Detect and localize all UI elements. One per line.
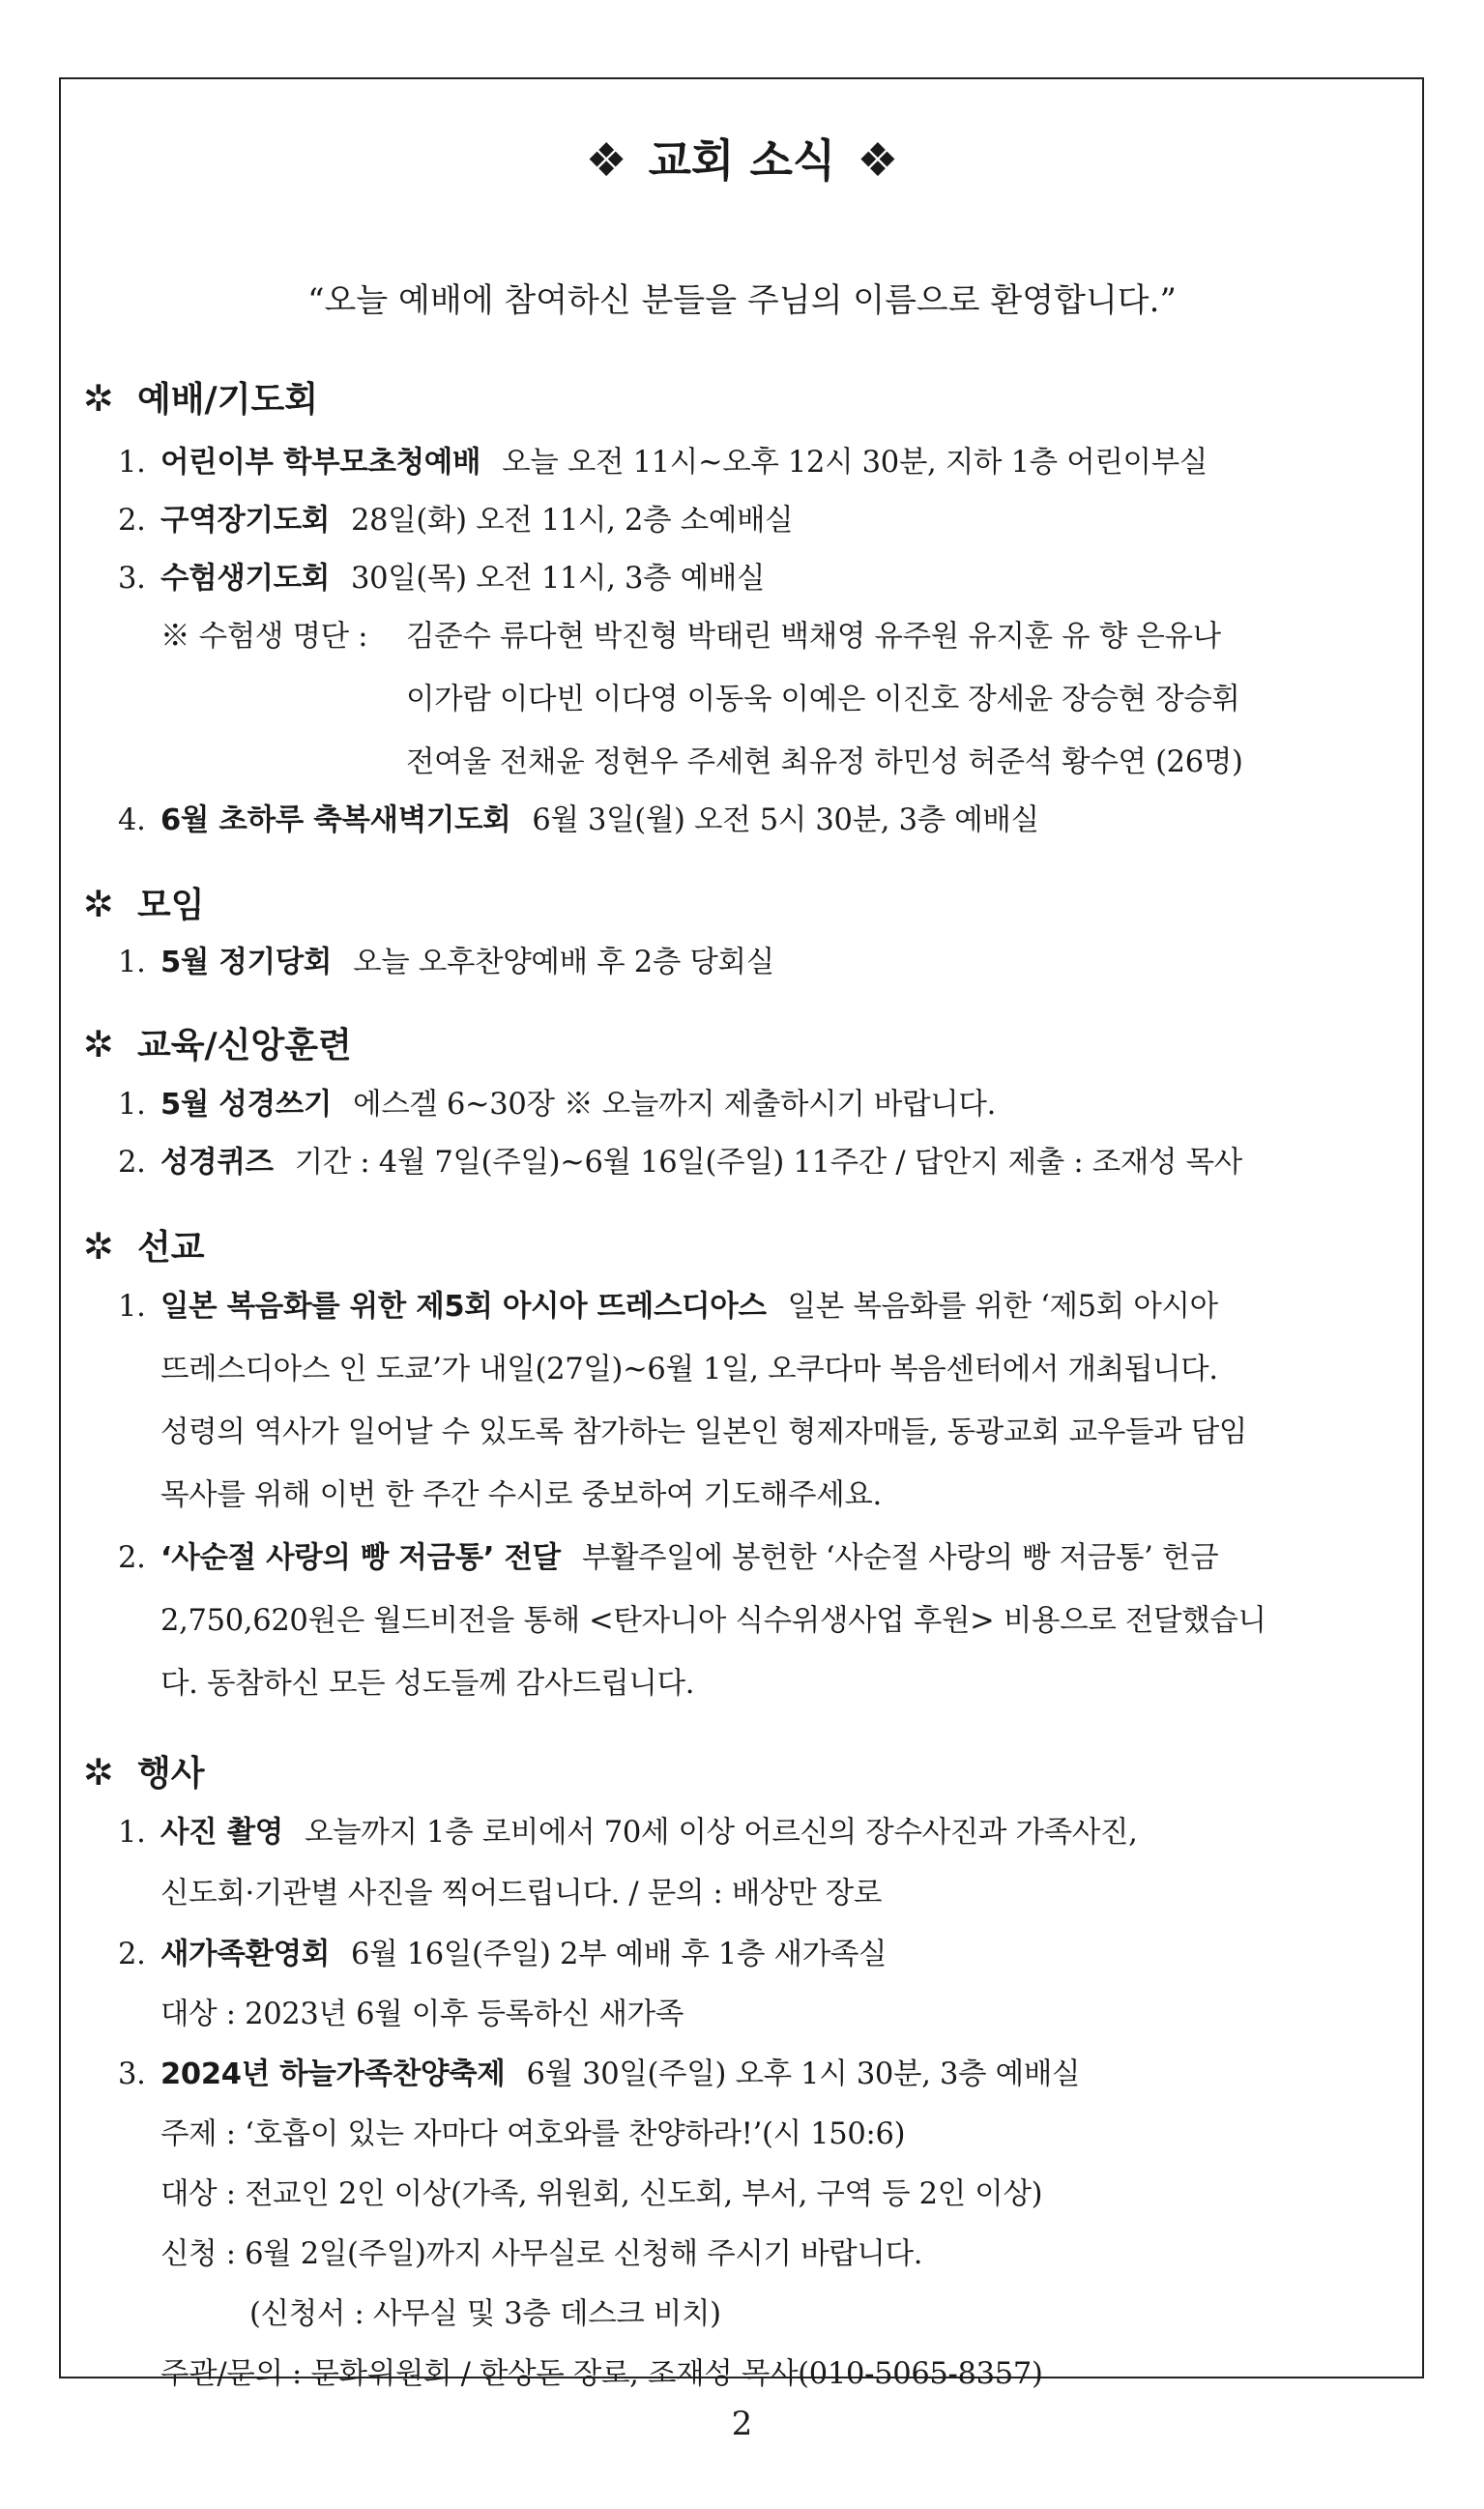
list-item bbox=[118, 796, 1039, 838]
section-title: 행사 bbox=[137, 1754, 205, 1794]
list-item bbox=[118, 1080, 996, 1123]
section-heading-education bbox=[83, 1018, 352, 1067]
item-text: 오늘 오후찬양예배 후 2층 당회실 bbox=[353, 946, 774, 979]
item-text-continued: 성령의 역사가 일어날 수 있도록 참가하는 일본인 형제자매들, 동광교회 교우들과 담임 bbox=[160, 1415, 1248, 1449]
section-title: 선교 bbox=[137, 1228, 205, 1268]
item-text: 에스겔 6~30장 ※ 오늘까지 제출하시기 바랍니다. bbox=[353, 1088, 996, 1122]
page-title bbox=[0, 126, 1484, 190]
item-number: 2. bbox=[118, 1541, 146, 1575]
item-text: 기간 : 4월 7일(주일)~6월 16일(주일) 11주간 / 답안지 제출 : 조재성 목사 bbox=[294, 1146, 1242, 1180]
item-text: 오늘까지 1층 로비에서 70세 이상 어르신의 장수사진과 가족사진, bbox=[304, 1816, 1138, 1850]
welcome-message: “오늘 예배에 참여하신 분들을 주님의 이름으로 환영합니다.” bbox=[307, 281, 1177, 320]
item-text-continued: 2,750,620원은 월드비전을 통해 <탄자니아 식수위생사업 후원> 비용으로 전달했습니 bbox=[160, 1604, 1266, 1638]
asterisk-icon: ✲ bbox=[83, 1023, 114, 1065]
item-text: 30일(목) 오전 11시, 3층 예배실 bbox=[350, 562, 766, 596]
list-item bbox=[118, 1533, 1218, 1576]
section-title: 모임 bbox=[137, 886, 205, 925]
students-line: 김준수 류다현 박진형 박태린 백채영 유주원 유지훈 유 향 은유나 bbox=[406, 620, 1221, 654]
item-number: 4. bbox=[118, 803, 146, 837]
item-number: 2. bbox=[118, 1146, 146, 1180]
item-heading: ‘사순절 사랑의 빵 저금통’ 전달 bbox=[160, 1541, 561, 1575]
section-title: 예배/기도회 bbox=[137, 380, 319, 420]
list-item bbox=[118, 2050, 1080, 2092]
item-number: 1. bbox=[118, 446, 146, 480]
item-text: 6월 3일(월) 오전 5시 30분, 3층 예배실 bbox=[532, 803, 1039, 837]
item-text-continued: (신청서 : 사무실 및 3층 데스크 비치) bbox=[249, 2297, 721, 2331]
item-text-continued: 대상 : 전교인 2인 이상(가족, 위원회, 신도회, 부서, 구역 등 2인 이상) bbox=[160, 2177, 1043, 2211]
students-line: 이가람 이다빈 이다영 이동욱 이예은 이진호 장세윤 장승현 장승휘 bbox=[406, 683, 1240, 716]
list-item bbox=[118, 496, 793, 539]
list-item bbox=[118, 1930, 887, 1972]
page-title-text: 교회 소식 bbox=[648, 134, 836, 187]
page-number: 2 bbox=[731, 2405, 753, 2443]
item-text-continued: 신도회·기관별 사진을 찍어드립니다. / 문의 : 배상만 장로 bbox=[160, 1877, 883, 1911]
item-text: 일본 복음화를 위한 ‘제5회 아시아 bbox=[787, 1290, 1218, 1324]
item-text-continued: 주관/문의 : 문화위원회 / 한상돈 장로, 조재성 목사(010-5065-8357) bbox=[160, 2357, 1043, 2391]
item-heading: 5월 정기당회 bbox=[160, 946, 333, 979]
section-heading-events bbox=[83, 1746, 205, 1795]
item-text-continued: 다. 동참하신 모든 성도들께 감사드립니다. bbox=[160, 1667, 695, 1701]
item-text: 28일(화) 오전 11시, 2층 소예배실 bbox=[350, 504, 794, 538]
list-item bbox=[118, 1138, 1242, 1181]
item-number: 3. bbox=[118, 2057, 146, 2091]
item-heading: 성경퀴즈 bbox=[160, 1146, 274, 1180]
item-text: 부활주일에 봉헌한 ‘사순절 사랑의 빵 저금통’ 헌금 bbox=[581, 1541, 1219, 1575]
students-line: 전여울 전채윤 정현우 주세현 최유정 하민성 허준석 황수연 (26명) bbox=[406, 745, 1243, 779]
item-text-continued: 목사를 위해 이번 한 주간 수시로 중보하여 기도해주세요. bbox=[160, 1478, 882, 1512]
item-text: 오늘 오전 11시~오후 12시 30분, 지하 1층 어린이부실 bbox=[502, 446, 1208, 480]
list-item bbox=[118, 1282, 1218, 1325]
section-heading-meeting bbox=[83, 878, 205, 927]
students-label: ※ 수험생 명단 : bbox=[160, 620, 368, 654]
item-number: 1. bbox=[118, 946, 146, 979]
item-heading: 2024년 하늘가족찬양축제 bbox=[160, 2057, 506, 2091]
item-text-continued: 대상 : 2023년 6월 이후 등록하신 새가족 bbox=[160, 1998, 684, 2031]
section-heading-worship bbox=[83, 372, 318, 422]
item-heading: 6월 초하루 축복새벽기도회 bbox=[160, 803, 511, 837]
item-number: 1. bbox=[118, 1816, 146, 1850]
item-number: 3. bbox=[118, 562, 146, 596]
item-text-continued: 뜨레스디아스 인 도쿄’가 내일(27일)~6월 1일, 오쿠다마 복음센터에서 개최됩니다. bbox=[160, 1353, 1218, 1386]
asterisk-icon: ✲ bbox=[83, 1751, 114, 1794]
item-text: 6월 30일(주일) 오후 1시 30분, 3층 예배실 bbox=[526, 2057, 1081, 2091]
list-item bbox=[118, 438, 1208, 481]
item-text-continued: 신청 : 6월 2일(주일)까지 사무실로 신청해 주시기 바랍니다. bbox=[160, 2237, 923, 2271]
section-heading-mission bbox=[83, 1220, 205, 1269]
list-item bbox=[118, 938, 774, 980]
section-title: 교육/신앙훈련 bbox=[137, 1026, 352, 1065]
item-heading: 5월 성경쓰기 bbox=[160, 1088, 333, 1122]
asterisk-icon: ✲ bbox=[83, 1225, 114, 1268]
item-text-continued: 주제 : ‘호흡이 있는 자마다 여호와를 찬양하라!’(시 150:6) bbox=[160, 2117, 906, 2151]
item-heading: 수험생기도회 bbox=[160, 562, 330, 596]
list-item bbox=[118, 1808, 1138, 1851]
item-heading: 어린이부 학부모초청예배 bbox=[160, 446, 481, 480]
asterisk-icon: ✲ bbox=[83, 883, 114, 925]
diamond-ornament-icon: ❖ bbox=[585, 133, 627, 188]
item-number: 2. bbox=[118, 504, 146, 538]
item-text: 6월 16일(주일) 2부 예배 후 1층 새가족실 bbox=[350, 1938, 887, 1971]
diamond-ornament-icon: ❖ bbox=[857, 133, 899, 188]
item-heading: 새가족환영회 bbox=[160, 1938, 330, 1971]
list-item bbox=[118, 554, 765, 597]
item-number: 1. bbox=[118, 1088, 146, 1122]
asterisk-icon: ✲ bbox=[83, 377, 114, 420]
item-heading: 구역장기도회 bbox=[160, 504, 330, 538]
item-heading: 사진 촬영 bbox=[160, 1816, 283, 1850]
item-number: 2. bbox=[118, 1938, 146, 1971]
page-frame bbox=[59, 77, 1424, 2378]
item-number: 1. bbox=[118, 1290, 146, 1324]
item-heading: 일본 복음화를 위한 제5회 아시아 뜨레스디아스 bbox=[160, 1290, 767, 1324]
